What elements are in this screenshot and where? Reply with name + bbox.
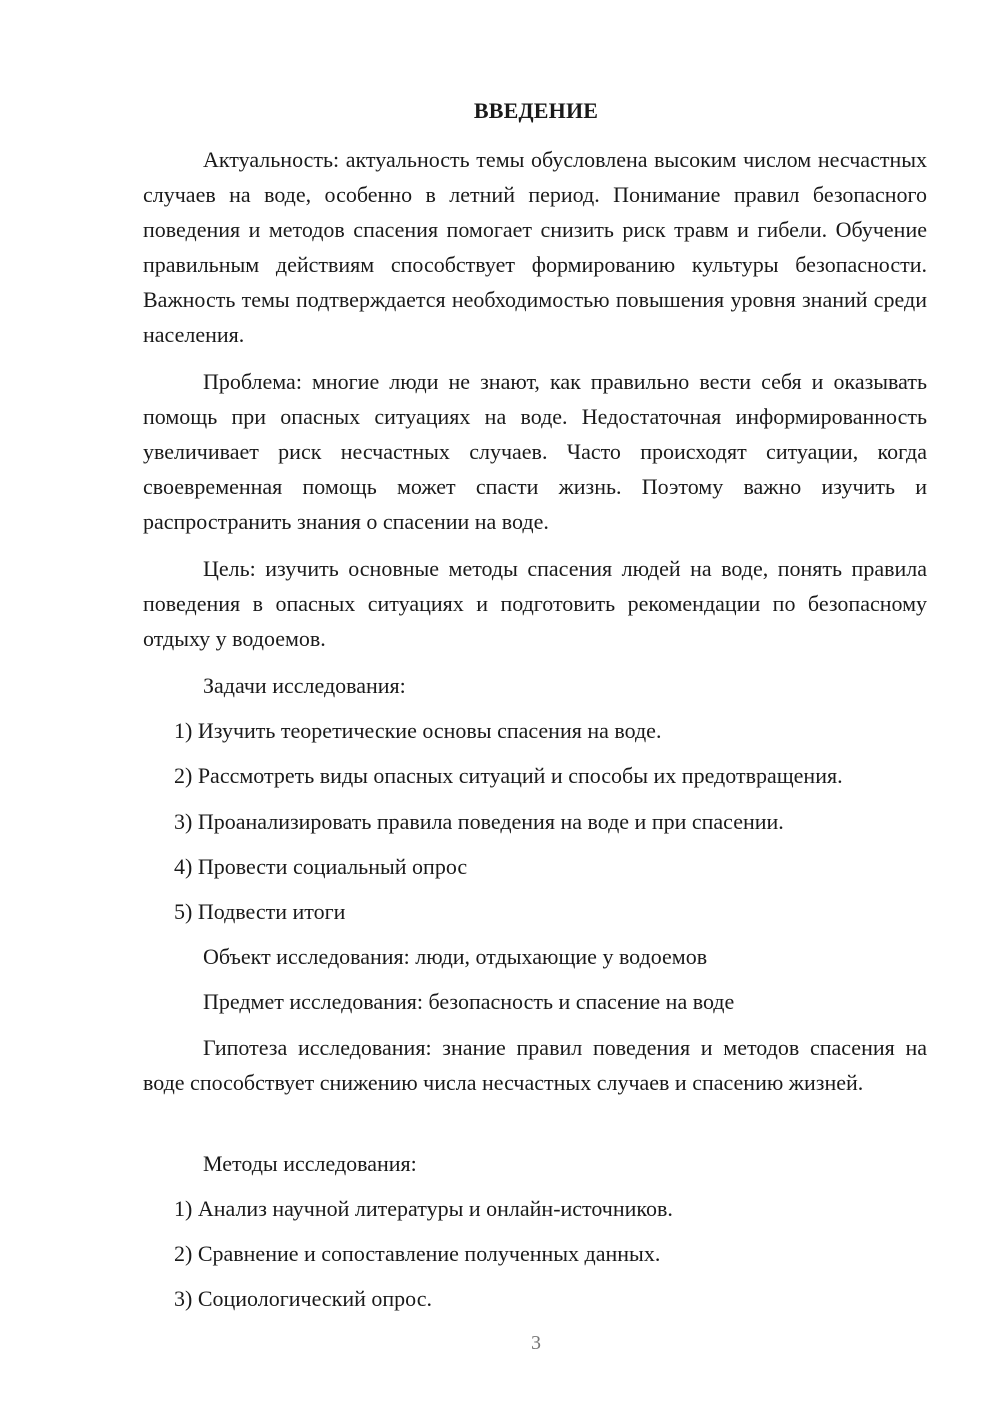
task-item-3: 3) Проанализировать правила поведения на воде и при спасении. bbox=[174, 809, 784, 834]
goal-paragraph: Цель: изучить основные методы спасения людей на воде, понять правила поведения в опасных ситуациях и подготовить рекомендации по безопасному отдыху у водоемов. bbox=[143, 556, 927, 651]
method-item-1: 1) Анализ научной литературы и онлайн-источников. bbox=[174, 1196, 673, 1221]
object-line: Объект исследования: люди, отдыхающие у водоемов bbox=[203, 944, 708, 969]
relevance-paragraph: Актуальность: актуальность темы обусловлена высоким числом несчастных случаев на воде, особенно в летний период. Понимание правил безопасного поведения и методов спасения помогает снизить риск травм и гибели. Обучение правильным действиям способствует формированию культуры безопасности. Важность темы подтверждается необходимостью повышения уровня знаний среди населения. bbox=[143, 147, 927, 347]
tasks-heading: Задачи исследования: bbox=[203, 673, 406, 698]
method-item-3: 3) Социологический опрос. bbox=[174, 1286, 432, 1311]
task-item-4: 4) Провести социальный опрос bbox=[174, 854, 468, 879]
page-title: ВВЕДЕНИЕ bbox=[473, 98, 599, 123]
page-number: 3 bbox=[531, 1332, 541, 1354]
hypothesis-paragraph: Гипотеза исследования: знание правил поведения и методов спасения на воде способствует снижению числа несчастных случаев и спасению жизней. bbox=[143, 1035, 927, 1095]
problem-paragraph: Проблема: многие люди не знают, как правильно вести себя и оказывать помощь при опасных ситуациях на воде. Недостаточная информированность увеличивает риск несчастных случаев. Часто происходят ситуации, когда своевременная помощь может спасти жизнь. Поэтому важно изучить и распространить знания о спасении на воде. bbox=[143, 369, 927, 534]
task-item-5: 5) Подвести итоги bbox=[174, 899, 346, 924]
task-item-2: 2) Рассмотреть виды опасных ситуаций и способы их предотвращения. bbox=[174, 763, 843, 788]
method-item-2: 2) Сравнение и сопоставление полученных данных. bbox=[174, 1241, 661, 1266]
task-item-1: 1) Изучить теоретические основы спасения на воде. bbox=[174, 718, 662, 743]
methods-heading: Методы исследования: bbox=[203, 1151, 417, 1176]
subject-line: Предмет исследования: безопасность и спасение на воде bbox=[203, 989, 735, 1014]
